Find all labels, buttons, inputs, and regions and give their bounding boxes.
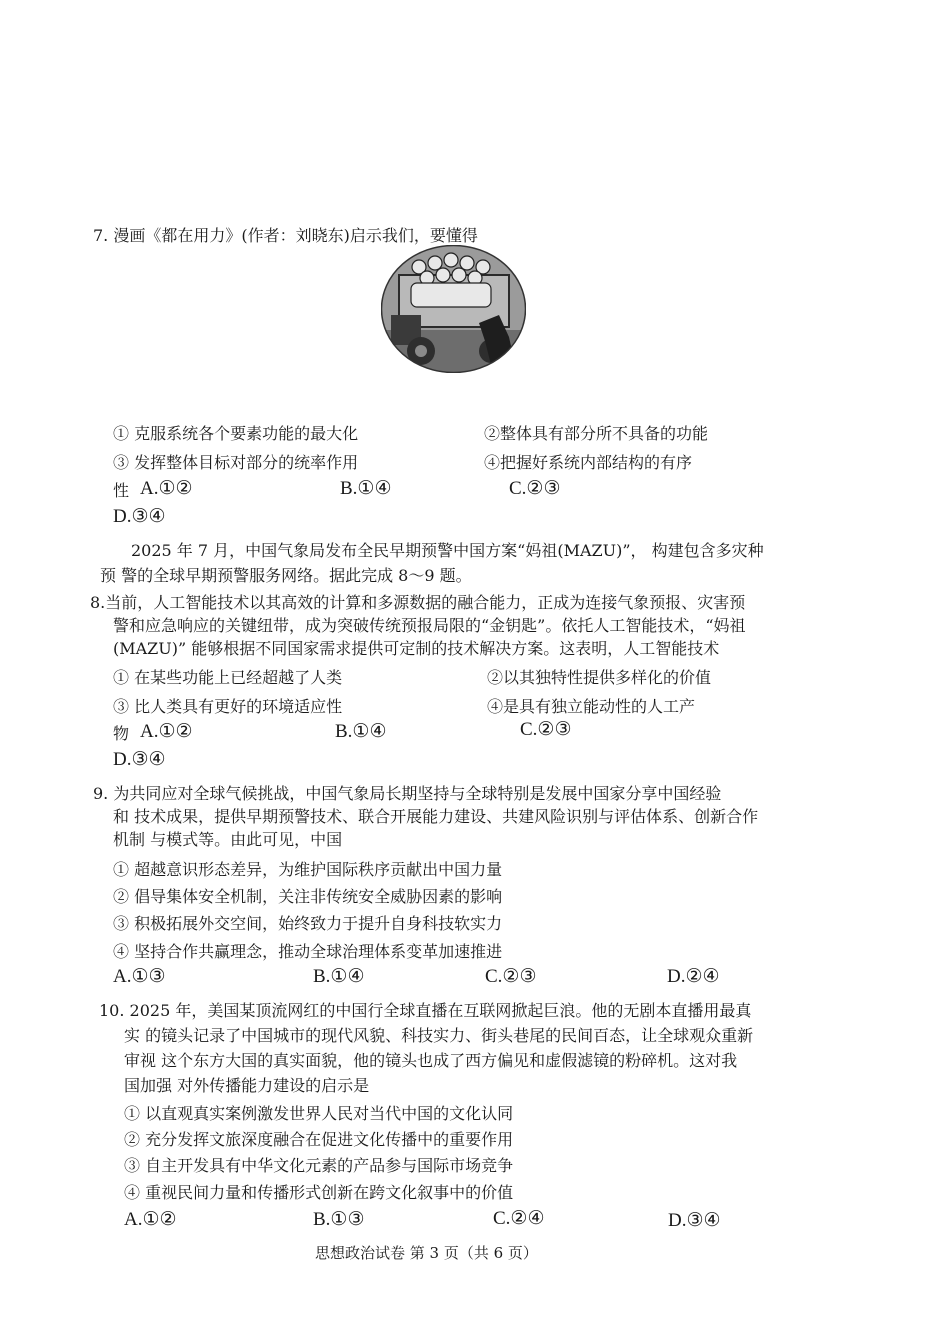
intro-line-1: 2025 年 7 月，中国气象局发布全民早期预警中国方案“妈祖(MAZU)”， 构建包含多灾种 — [131, 541, 764, 560]
q10-option-4: ④ 重视民间力量和传播形式创新在跨文化叙事中的价值 — [124, 1183, 514, 1202]
q10-choice-b[interactable]: B.①③ — [313, 1209, 365, 1230]
q8-choice-c[interactable]: C.②③ — [520, 719, 572, 740]
q7-option-4-tail: 性 — [113, 481, 130, 500]
q7-choice-b[interactable]: B.①④ — [340, 478, 392, 499]
q10-stem-line-4: 国加强 对外传播能力建设的启示是 — [124, 1076, 370, 1095]
q8-choice-d[interactable]: D.③④ — [113, 749, 166, 770]
q7-option-4: ④把握好系统内部结构的有序 — [484, 453, 693, 472]
q10-stem-line-2: 实 的镜头记录了中国城市的现代风貌、科技实力、街头巷尾的民间百态，让全球观众重新 — [124, 1026, 754, 1045]
q8-stem-line-3: (MAZU)” 能够根据不同国家需求提供可定制的技术解决方案。这表明，人工智能技术 — [113, 639, 720, 658]
q10-choice-c[interactable]: C.②④ — [493, 1208, 545, 1229]
q10-stem-line-1: 10. 2025 年，美国某顶流网红的中国行全球直播在互联网掀起巨浪。他的无剧本直播用最真 — [99, 1001, 752, 1020]
intro-line-2: 预 警的全球早期预警服务网络。据此完成 8～9 题。 — [100, 566, 472, 585]
q8-choice-b[interactable]: B.①④ — [335, 721, 387, 742]
q9-option-2: ② 倡导集体安全机制，关注非传统安全威胁因素的影响 — [113, 887, 503, 906]
q7-option-2: ②整体具有部分所不具备的功能 — [484, 424, 709, 443]
q9-stem-line-2: 和 技术成果，提供早期预警技术、联合开展能力建设、共建风险识别与评估体系、创新合作 — [113, 807, 759, 826]
q8-choice-a[interactable]: A.①② — [140, 721, 193, 742]
q10-choice-d[interactable]: D.③④ — [668, 1210, 721, 1231]
q7-choice-a[interactable]: A.①② — [140, 478, 193, 499]
q9-choice-b[interactable]: B.①④ — [313, 966, 365, 987]
q9-choice-a[interactable]: A.①③ — [113, 966, 166, 987]
q9-option-3: ③ 积极拓展外交空间，始终致力于提升自身科技软实力 — [113, 914, 503, 933]
q10-option-2: ② 充分发挥文旅深度融合在促进文化传播中的重要作用 — [124, 1130, 514, 1149]
q7-stem: 7. 漫画《都在用力》(作者：刘晓东)启示我们，要懂得 — [93, 226, 478, 245]
q9-stem-line-1: 9. 为共同应对全球气候挑战，中国气象局长期坚持与全球特别是发展中国家分享中国经验 — [93, 784, 722, 803]
q8-option-1: ① 在某些功能上已经超越了人类 — [113, 668, 343, 687]
q10-choice-a[interactable]: A.①② — [124, 1209, 177, 1230]
q9-option-1: ① 超越意识形态差异，为维护国际秩序贡献出中国力量 — [113, 860, 503, 879]
q9-stem-line-3: 机制 与模式等。由此可见，中国 — [113, 830, 343, 849]
q7-option-1: ① 克服系统各个要素功能的最大化 — [113, 424, 359, 443]
page-footer: 思想政治试卷 第 3 页（共 6 页） — [315, 1244, 538, 1262]
q9-option-4: ④ 坚持合作共赢理念，推动全球治理体系变革加速推进 — [113, 942, 503, 961]
q9-choice-d[interactable]: D.②④ — [667, 966, 720, 987]
q8-option-4: ④是具有独立能动性的人工产 — [487, 697, 696, 716]
q8-option-3: ③ 比人类具有更好的环境适应性 — [113, 697, 343, 716]
q8-option-2: ②以其独特性提供多样化的价值 — [487, 668, 712, 687]
q7-option-3: ③ 发挥整体目标对部分的统率作用 — [113, 453, 359, 472]
q8-stem-line-2: 警和应急响应的关键纽带，成为突破传统预报局限的“金钥匙”。依托人工智能技术，“妈祖 — [113, 616, 746, 635]
q10-stem-line-3: 审视 这个东方大国的真实面貌，他的镜头也成了西方偏见和虚假滤镜的粉碎机。这对我 — [124, 1051, 738, 1070]
q10-option-1: ① 以直观真实案例激发世界人民对当代中国的文化认同 — [124, 1104, 514, 1123]
cartoon-illustration — [381, 245, 526, 373]
q7-choice-c[interactable]: C.②③ — [509, 478, 561, 499]
q9-choice-c[interactable]: C.②③ — [485, 966, 537, 987]
q8-option-4-tail: 物 — [113, 724, 130, 743]
q8-stem-line-1: 8.当前，人工智能技术以其高效的计算和多源数据的融合能力，正成为连接气象预报、灾害预 — [90, 593, 746, 612]
q7-choice-d[interactable]: D.③④ — [113, 506, 166, 527]
q10-option-3: ③ 自主开发具有中华文化元素的产品参与国际市场竞争 — [124, 1156, 514, 1175]
